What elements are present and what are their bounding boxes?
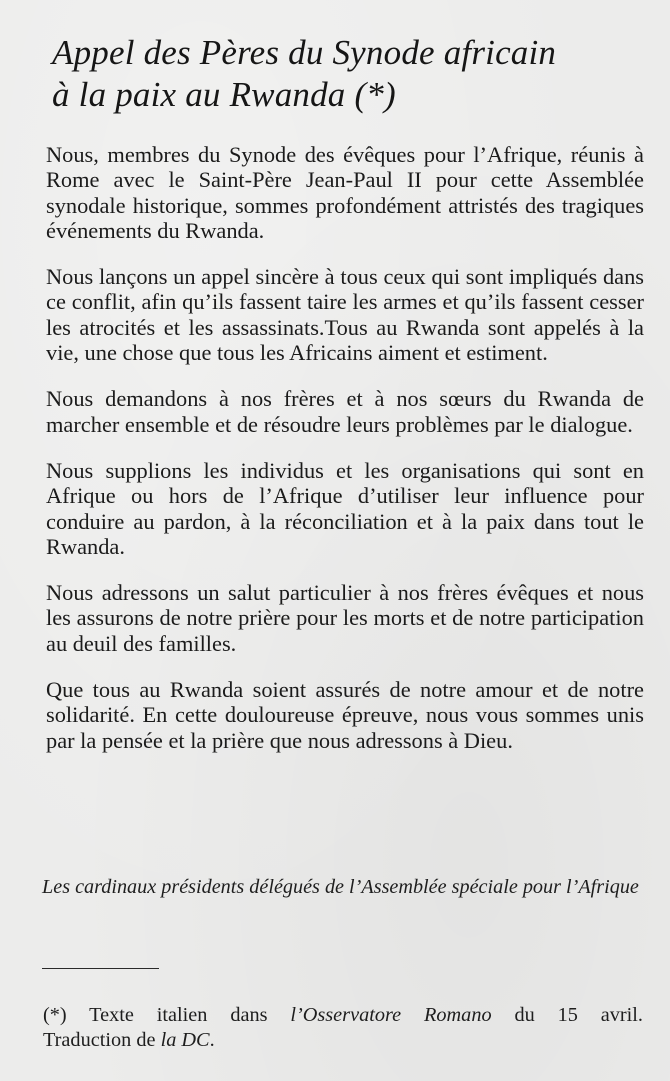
title-line-1: Appel des Pères du Synode africain [52, 33, 557, 72]
signature: Les cardinaux présidents délégués de l’Assemblée spéciale pour l’Afrique [42, 876, 639, 898]
footnote-line-2 [43, 1028, 643, 1053]
paragraph-5: Nous adressons un salut particulier à nos frères évêques et nous les assurons de notre prière pour les morts et de notre participation au deuil des familles. [46, 580, 644, 656]
paragraph-1: Nous, membres du Synode des évêques pour l’Afrique, réunis à Rome avec le Saint-Père Jean-Paul II pour cette Assemblée synodale historique, sommes profondément attristés des tragiques événements du Rwanda. [46, 142, 644, 243]
footnote-source: la DC [160, 1029, 210, 1051]
footnote-text-before: Texte italien dans [66, 1004, 291, 1026]
paragraph-6: Que tous au Rwanda soient assurés de notre amour et de notre solidarité. En cette douloureuse épreuve, nous vous sommes unis par la pensée et la prière que nous adressons à Dieu. [46, 677, 644, 753]
footnote [43, 1003, 643, 1053]
article-body [46, 142, 644, 774]
paragraph-3: Nous demandons à nos frères et à nos sœurs du Rwanda de marcher ensemble et de résoudre leurs problèmes par le dialogue. [46, 386, 644, 437]
footnote-marker: (*) [43, 1004, 67, 1026]
footnote-translation-after: . [209, 1029, 215, 1051]
page-title [52, 32, 652, 116]
footnote-translation-before: Traduction de [43, 1029, 161, 1051]
paragraph-4: Nous supplions les individus et les organisations qui sont en Afrique ou hors de l’Afrique d’utiliser leur influence pour conduire au pardon, à la réconciliation et à la paix dans tout le Rwanda. [46, 457, 644, 559]
footnote-divider [42, 968, 159, 969]
footnote-line-1 [43, 1003, 643, 1028]
title-line-2: à la paix au Rwanda (*) [52, 75, 396, 114]
footnote-newspaper: l’Osservatore Romano [290, 1004, 492, 1026]
footnote-text-after: du 15 avril. [491, 1004, 643, 1026]
paragraph-2: Nous lançons un appel sincère à tous ceux qui sont impliqués dans ce conflit, afin qu’ils fassent taire les armes et qu’ils fassent cesser les atrocités et les assassinats.Tous au Rwanda sont appelés à la vie, une chose que tous les Africains aiment et estiment. [46, 264, 644, 366]
